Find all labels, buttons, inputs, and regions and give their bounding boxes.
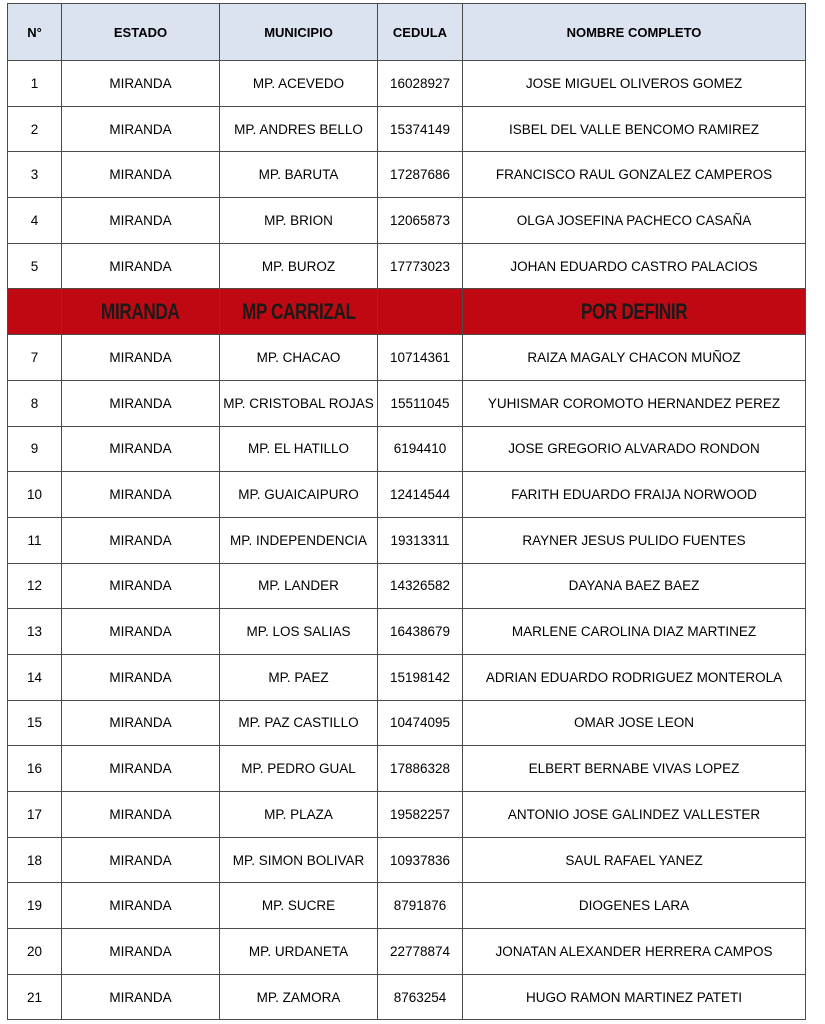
cell-municipio: MP. ANDRES BELLO xyxy=(220,106,378,152)
cell-municipio: MP. ACEVEDO xyxy=(220,61,378,107)
cell-municipio: MP. LANDER xyxy=(220,563,378,609)
table-row xyxy=(8,61,806,107)
cell-nombre: JOHAN EDUARDO CASTRO PALACIOS xyxy=(463,243,806,289)
table-row xyxy=(8,837,806,883)
cell-estado: MIRANDA xyxy=(62,243,220,289)
cell-estado: MIRANDA xyxy=(62,517,220,563)
cell-number: 4 xyxy=(8,198,62,244)
table-row xyxy=(8,974,806,1020)
cell-municipio xyxy=(220,289,378,335)
cell-nombre: MARLENE CAROLINA DIAZ MARTINEZ xyxy=(463,609,806,655)
table-row xyxy=(8,335,806,381)
cell-number: 9 xyxy=(8,426,62,472)
cell-estado: MIRANDA xyxy=(62,654,220,700)
cell-municipio: MP. SIMON BOLIVAR xyxy=(220,837,378,883)
table-row xyxy=(8,929,806,975)
table-row xyxy=(8,152,806,198)
table-row xyxy=(8,700,806,746)
table-body xyxy=(8,61,806,1020)
table-row xyxy=(8,883,806,929)
cell-cedula: 16438679 xyxy=(378,609,463,655)
cell-estado: MIRANDA xyxy=(62,563,220,609)
cell-number: 7 xyxy=(8,335,62,381)
cell-cedula: 10937836 xyxy=(378,837,463,883)
cell-nombre: RAIZA MAGALY CHACON MUÑOZ xyxy=(463,335,806,381)
cell-municipio: MP. URDANETA xyxy=(220,929,378,975)
cell-estado: MIRANDA xyxy=(62,929,220,975)
table-row xyxy=(8,792,806,838)
header-row xyxy=(8,4,806,61)
officials-table xyxy=(7,3,806,1020)
header-municipio: MUNICIPIO xyxy=(220,4,378,61)
cell-number: 1 xyxy=(8,61,62,107)
cell-estado: MIRANDA xyxy=(62,472,220,518)
cell-nombre: ISBEL DEL VALLE BENCOMO RAMIREZ xyxy=(463,106,806,152)
cell-municipio: MP. CHACAO xyxy=(220,335,378,381)
cell-nombre: RAYNER JESUS PULIDO FUENTES xyxy=(463,517,806,563)
cell-number: 2 xyxy=(8,106,62,152)
cell-nombre: FRANCISCO RAUL GONZALEZ CAMPEROS xyxy=(463,152,806,198)
cell-cedula: 8763254 xyxy=(378,974,463,1020)
cell-nombre: JOSE GREGORIO ALVARADO RONDON xyxy=(463,426,806,472)
cell-nombre: HUGO RAMON MARTINEZ PATETI xyxy=(463,974,806,1020)
table-row-undefined xyxy=(8,289,806,335)
cell-municipio: MP. PAEZ xyxy=(220,654,378,700)
cell-number: 20 xyxy=(8,929,62,975)
cell-number: 17 xyxy=(8,792,62,838)
cell-estado: MIRANDA xyxy=(62,106,220,152)
cell-cedula: 12065873 xyxy=(378,198,463,244)
cell-cedula: 16028927 xyxy=(378,61,463,107)
cell-number xyxy=(8,289,62,335)
cell-estado: MIRANDA xyxy=(62,152,220,198)
cell-municipio: MP. GUAICAIPURO xyxy=(220,472,378,518)
cell-nombre: FARITH EDUARDO FRAIJA NORWOOD xyxy=(463,472,806,518)
table-row xyxy=(8,198,806,244)
cell-estado: MIRANDA xyxy=(62,380,220,426)
cell-nombre: OMAR JOSE LEON xyxy=(463,700,806,746)
cell-municipio: MP. BUROZ xyxy=(220,243,378,289)
cell-municipio: MP. PEDRO GUAL xyxy=(220,746,378,792)
cell-cedula xyxy=(378,289,463,335)
cell-number: 16 xyxy=(8,746,62,792)
header-cedula: CEDULA xyxy=(378,4,463,61)
cell-municipio: MP. LOS SALIAS xyxy=(220,609,378,655)
cell-cedula: 17886328 xyxy=(378,746,463,792)
cell-nombre: DIOGENES LARA xyxy=(463,883,806,929)
cell-estado xyxy=(62,289,220,335)
header-nombre-completo: NOMBRE COMPLETO xyxy=(463,4,806,61)
cell-cedula: 19582257 xyxy=(378,792,463,838)
cell-nombre: JOSE MIGUEL OLIVEROS GOMEZ xyxy=(463,61,806,107)
cell-number: 11 xyxy=(8,517,62,563)
cell-municipio: MP. INDEPENDENCIA xyxy=(220,517,378,563)
cell-estado: MIRANDA xyxy=(62,335,220,381)
cell-cedula: 15374149 xyxy=(378,106,463,152)
cell-estado: MIRANDA xyxy=(62,883,220,929)
table-row xyxy=(8,426,806,472)
cell-municipio: MP. BARUTA xyxy=(220,152,378,198)
cell-number: 18 xyxy=(8,837,62,883)
cell-estado: MIRANDA xyxy=(62,746,220,792)
cell-number: 5 xyxy=(8,243,62,289)
cell-nombre: DAYANA BAEZ BAEZ xyxy=(463,563,806,609)
table-row xyxy=(8,609,806,655)
cell-number: 3 xyxy=(8,152,62,198)
cell-estado: MIRANDA xyxy=(62,426,220,472)
cell-municipio: MP. CRISTOBAL ROJAS xyxy=(220,380,378,426)
cell-cedula: 12414544 xyxy=(378,472,463,518)
cell-cedula: 19313311 xyxy=(378,517,463,563)
cell-nombre: SAUL RAFAEL YANEZ xyxy=(463,837,806,883)
table-row xyxy=(8,563,806,609)
cell-nombre: ELBERT BERNABE VIVAS LOPEZ xyxy=(463,746,806,792)
cell-municipio-text: MP CARRIZAL xyxy=(241,299,356,325)
cell-cedula: 8791876 xyxy=(378,883,463,929)
cell-nombre: OLGA JOSEFINA PACHECO CASAÑA xyxy=(463,198,806,244)
cell-nombre: ANTONIO JOSE GALINDEZ VALLESTER xyxy=(463,792,806,838)
cell-number: 15 xyxy=(8,700,62,746)
table-header xyxy=(8,4,806,61)
cell-cedula: 15511045 xyxy=(378,380,463,426)
cell-cedula: 17773023 xyxy=(378,243,463,289)
cell-estado: MIRANDA xyxy=(62,198,220,244)
cell-estado: MIRANDA xyxy=(62,609,220,655)
cell-estado: MIRANDA xyxy=(62,792,220,838)
cell-municipio: MP. EL HATILLO xyxy=(220,426,378,472)
cell-municipio: MP. PLAZA xyxy=(220,792,378,838)
cell-cedula: 15198142 xyxy=(378,654,463,700)
cell-number: 13 xyxy=(8,609,62,655)
cell-municipio: MP. ZAMORA xyxy=(220,974,378,1020)
cell-estado: MIRANDA xyxy=(62,61,220,107)
cell-number: 10 xyxy=(8,472,62,518)
cell-nombre: YUHISMAR COROMOTO HERNANDEZ PEREZ xyxy=(463,380,806,426)
cell-cedula: 10474095 xyxy=(378,700,463,746)
cell-number: 14 xyxy=(8,654,62,700)
cell-number: 8 xyxy=(8,380,62,426)
cell-cedula: 17287686 xyxy=(378,152,463,198)
table-row xyxy=(8,517,806,563)
cell-number: 19 xyxy=(8,883,62,929)
header-number: N° xyxy=(8,4,62,61)
table-row xyxy=(8,243,806,289)
cell-nombre: ADRIAN EDUARDO RODRIGUEZ MONTEROLA xyxy=(463,654,806,700)
cell-estado: MIRANDA xyxy=(62,837,220,883)
table-row xyxy=(8,106,806,152)
cell-cedula: 10714361 xyxy=(378,335,463,381)
cell-nombre xyxy=(463,289,806,335)
cell-municipio: MP. BRION xyxy=(220,198,378,244)
cell-number: 21 xyxy=(8,974,62,1020)
cell-number: 12 xyxy=(8,563,62,609)
table-row xyxy=(8,746,806,792)
cell-cedula: 6194410 xyxy=(378,426,463,472)
table-row xyxy=(8,380,806,426)
cell-estado: MIRANDA xyxy=(62,700,220,746)
header-estado: ESTADO xyxy=(62,4,220,61)
cell-estado-text: MIRANDA xyxy=(101,299,180,325)
cell-municipio: MP. PAZ CASTILLO xyxy=(220,700,378,746)
table-row xyxy=(8,472,806,518)
cell-estado: MIRANDA xyxy=(62,974,220,1020)
cell-cedula: 22778874 xyxy=(378,929,463,975)
table-row xyxy=(8,654,806,700)
cell-municipio: MP. SUCRE xyxy=(220,883,378,929)
cell-nombre-text: POR DEFINIR xyxy=(580,299,688,325)
cell-cedula: 14326582 xyxy=(378,563,463,609)
cell-nombre: JONATAN ALEXANDER HERRERA CAMPOS xyxy=(463,929,806,975)
